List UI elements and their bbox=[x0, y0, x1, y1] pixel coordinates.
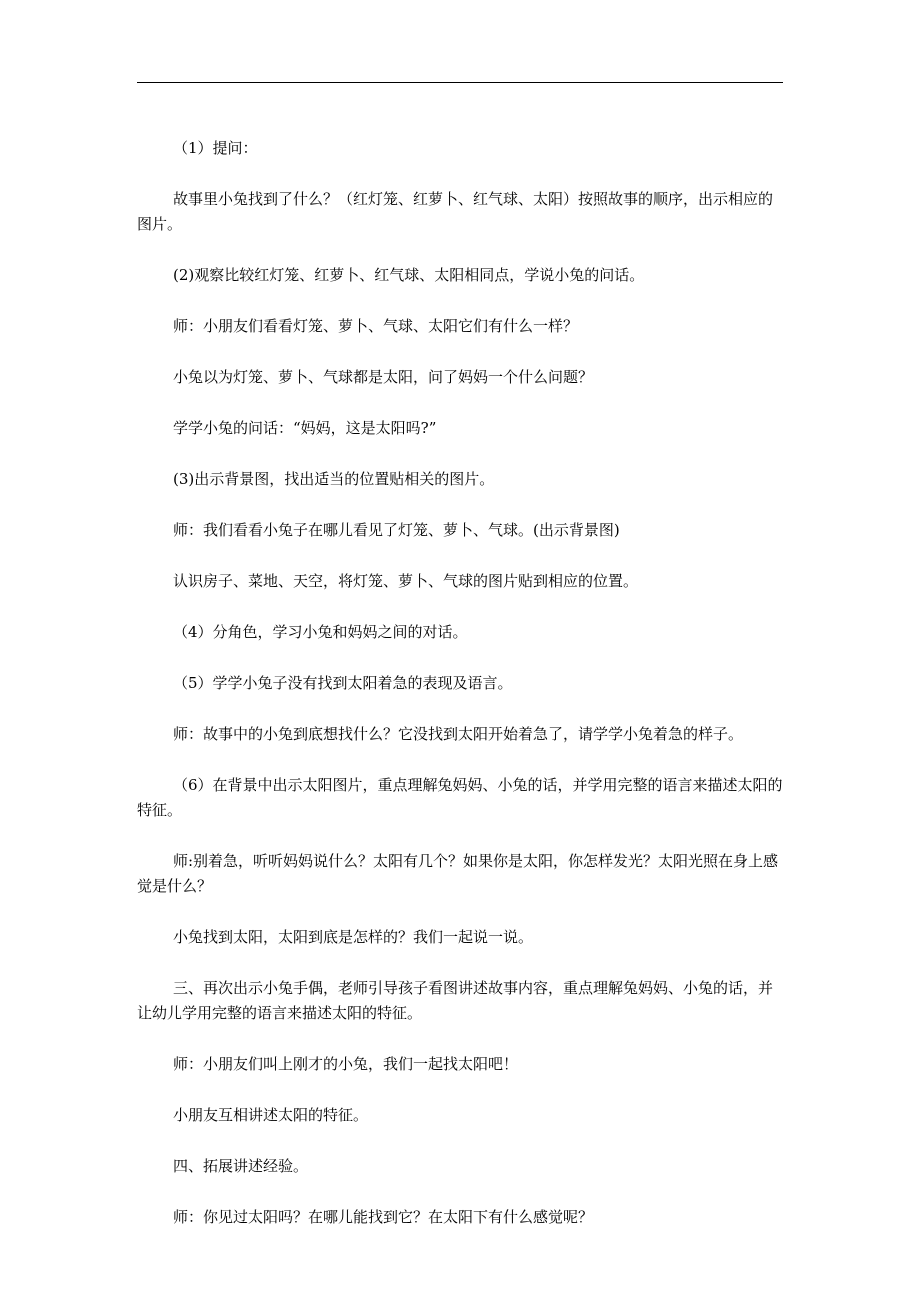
document-body bbox=[137, 136, 783, 1256]
paragraph: 认识房子、菜地、天空，将灯笼、萝卜、气球的图片贴到相应的位置。 bbox=[173, 572, 639, 590]
paragraph-question-heading: （1）提问： bbox=[173, 139, 258, 157]
paragraph-section-three: 三、再次出示小兔手偶，老师引导孩子看图讲述故事内容，重点理解兔妈妈、小兔的话，并让幼儿学用完整的语言来描述太阳的特征。 bbox=[137, 979, 774, 1022]
paragraph: （4）分角色，学习小兔和妈妈之间的对话。 bbox=[173, 623, 468, 641]
paragraph: 师：我们看看小兔子在哪儿看见了灯笼、萝卜、气球。(出示背景图) bbox=[173, 521, 620, 539]
paragraph: （5）学学小兔子没有找到太阳着急的表现及语言。 bbox=[173, 674, 513, 692]
paragraph: 师：小朋友们看看灯笼、萝卜、气球、太阳它们有什么一样？ bbox=[173, 317, 579, 335]
paragraph-section-four: 四、拓展讲述经验。 bbox=[173, 1157, 309, 1175]
paragraph: 师：你见过太阳吗？在哪儿能找到它？在太阳下有什么感觉呢？ bbox=[173, 1208, 594, 1226]
paragraph: (2)观察比较红灯笼、红萝卜、红气球、太阳相同点，学说小兔的问话。 bbox=[173, 266, 645, 284]
paragraph: 小兔找到太阳，太阳到底是怎样的？我们一起说一说。 bbox=[173, 928, 534, 946]
paragraph: 师：小朋友们叫上刚才的小兔，我们一起找太阳吧！ bbox=[173, 1055, 519, 1073]
paragraph: 小朋友互相讲述太阳的特征。 bbox=[173, 1106, 369, 1124]
header-divider bbox=[137, 82, 783, 83]
paragraph: 师：故事中的小兔到底想找什么？它没找到太阳开始着急了，请学学小兔着急的样子。 bbox=[173, 725, 744, 743]
paragraph: 师:别着急，听听妈妈说什么？太阳有几个？如果你是太阳，你怎样发光？太阳光照在身上感觉是什么？ bbox=[137, 852, 779, 895]
paragraph: 故事里小兔找到了什么？（红灯笼、红萝卜、红气球、太阳）按照故事的顺序，出示相应的图片。 bbox=[137, 190, 774, 233]
paragraph: (3)出示背景图，找出适当的位置贴相关的图片。 bbox=[173, 470, 495, 488]
paragraph: 学学小兔的问话：“妈妈，这是太阳吗?” bbox=[173, 419, 437, 437]
paragraph: （6）在背景中出示太阳图片，重点理解兔妈妈、小兔的话，并学用完整的语言来描述太阳的特征。 bbox=[137, 776, 783, 819]
paragraph: 小兔以为灯笼、萝卜、气球都是太阳，问了妈妈一个什么问题？ bbox=[173, 368, 594, 386]
